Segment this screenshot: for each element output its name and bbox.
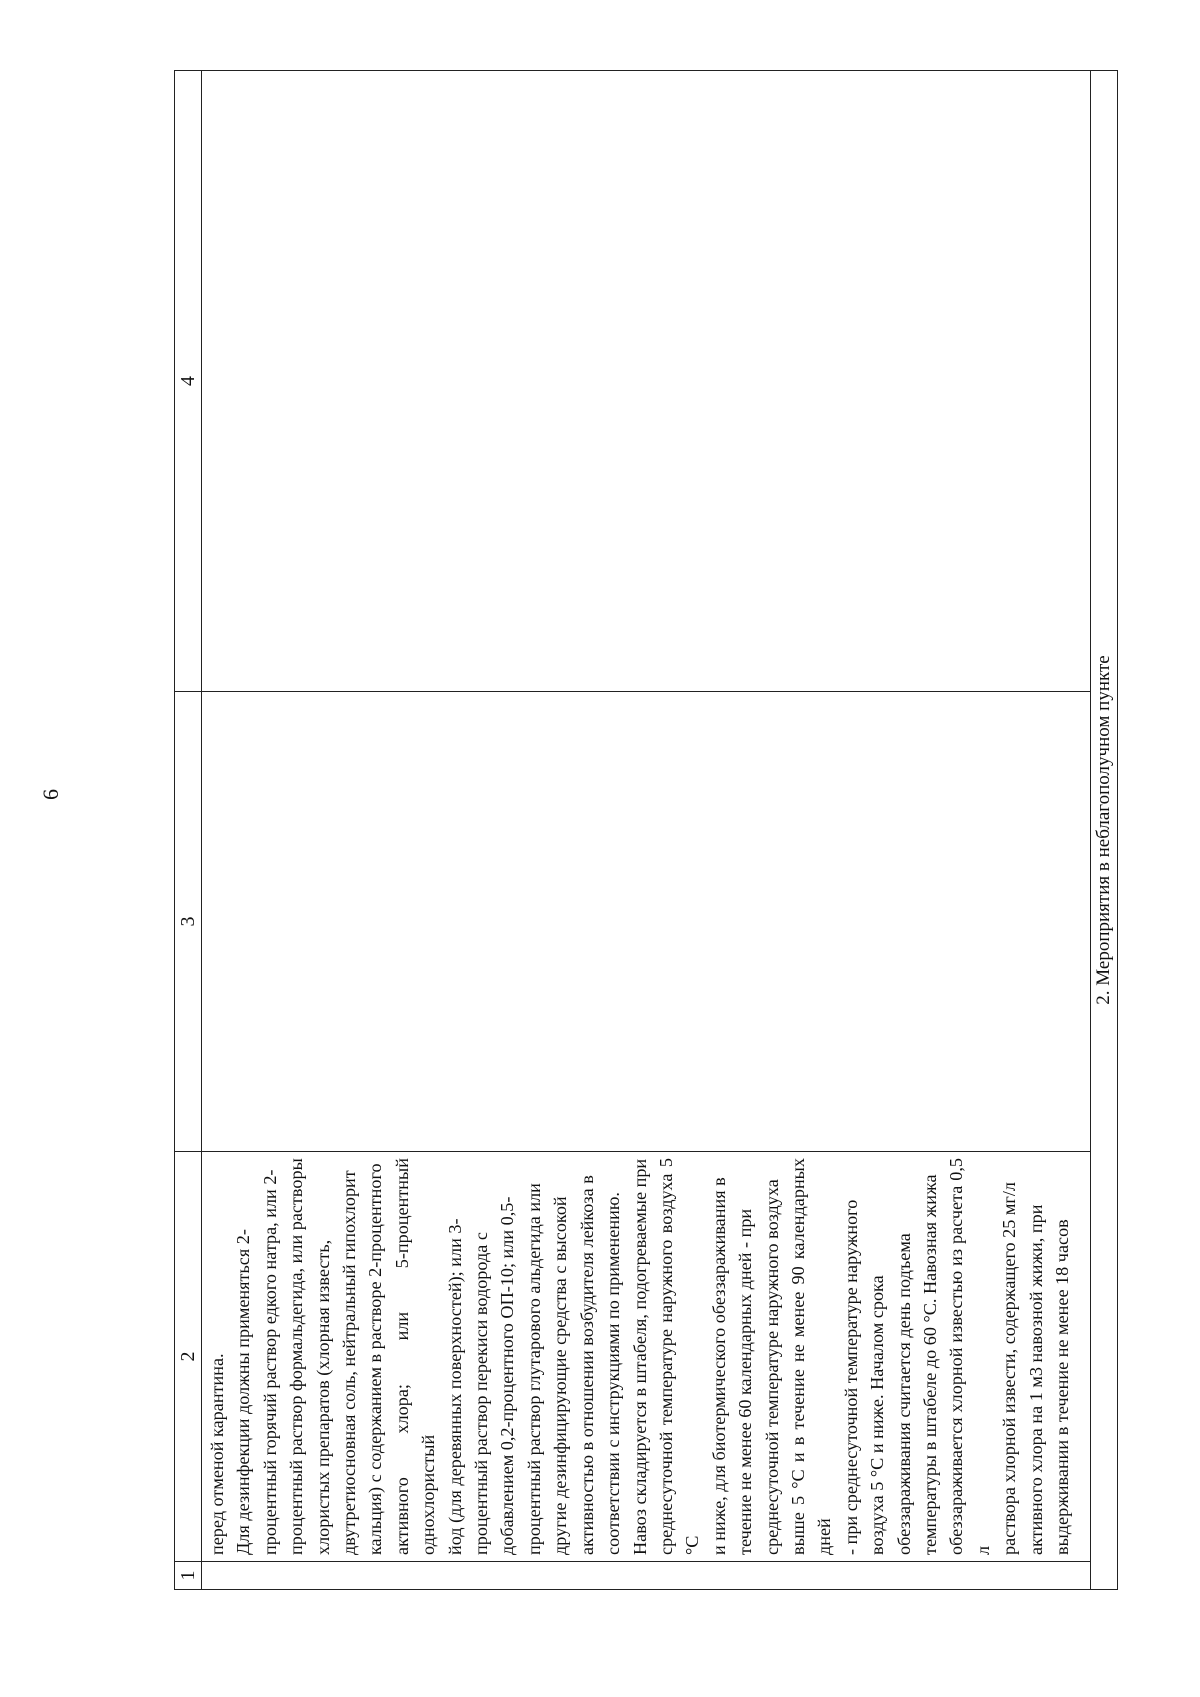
table-row: [202, 71, 1091, 1590]
text-line: процентный горячий раствор едкого натра, или 2-: [259, 1169, 280, 1555]
section-row: [1091, 71, 1118, 1590]
table-header-row: [175, 71, 202, 1590]
text-line: процентный раствор перекиси водорода с: [471, 1232, 492, 1555]
text-line: Навоз складируется в штабеля, подогреваемые при: [629, 1158, 650, 1555]
page-number: 6: [38, 789, 63, 800]
column-header-1: 1: [175, 1562, 202, 1590]
text-line: процентный раствор формальдегида, или растворы: [286, 1158, 307, 1555]
text-line: среднесуточной температуре наружного воздуха 5 °С: [655, 1158, 703, 1555]
cell-col4: [202, 71, 1091, 692]
text-line: кальция) с содержанием в растворе 2-процентного: [365, 1163, 386, 1555]
text-line: активностью в отношении возбудителя лейкоза в: [576, 1175, 597, 1555]
text-line: обеззараживается хлорной известью из расчета 0,5 л: [946, 1158, 993, 1555]
cell-col3: [202, 692, 1091, 1152]
document-table-rotated: [174, 70, 1118, 1590]
text-line: хлористых препаратов (хлорная известь,: [312, 1239, 333, 1555]
text-line: - при среднесуточной температуре наружного: [840, 1199, 861, 1555]
text-line: и ниже, для биотермического обеззараживания в: [708, 1177, 729, 1555]
column-header-3: 3: [175, 692, 202, 1152]
text-line: среднесуточной температуре наружного воздуха: [761, 1179, 782, 1555]
text-line: выше 5 °С и в течение не менее 90 календарных дней: [787, 1158, 835, 1555]
text-line: йод (для деревянных поверхностей); или 3-: [444, 1218, 465, 1555]
cell-col2: [202, 1152, 1091, 1562]
text-line: двутретиосновная соль, нейтральный гипохлорит: [339, 1170, 360, 1555]
text-line: течение не менее 60 календарных дней - при: [735, 1208, 756, 1555]
text-line: раствора хлорной извести, содержащего 25 мг/л: [999, 1182, 1020, 1555]
text-line: добавлением 0,2-процентного ОП-10; или 0,5-: [497, 1196, 518, 1555]
column-header-4: 4: [175, 71, 202, 692]
cell-col1: [202, 1562, 1091, 1590]
text-line: воздуха 5 °С и ниже. Началом срока: [867, 1275, 888, 1555]
text-line: активного хлора на 1 м3 навозной жижи, при: [1025, 1204, 1046, 1555]
section-title: 2. Мероприятия в неблагополучном пункте: [1091, 71, 1118, 1590]
measures-description: [202, 1152, 1075, 1561]
text-line: выдерживании в течение не менее 18 часов: [1052, 1219, 1072, 1555]
text-line: температуры в штабеле до 60 °С. Навозная жижа: [919, 1174, 940, 1555]
text-line: Для дезинфекции должны применяться 2-: [233, 1229, 254, 1555]
measures-table: [174, 70, 1118, 1590]
text-line: активного хлора; или 5-процентный однохлористый: [391, 1158, 439, 1555]
text-line: соответствии с инструкциями по применению.: [603, 1192, 624, 1555]
text-line: процентный раствор глутарового альдегида или: [523, 1183, 544, 1555]
text-line: обеззараживания считается день подъема: [893, 1233, 914, 1555]
text-line: перед отменой карантина.: [207, 1353, 227, 1555]
column-header-2: 2: [175, 1152, 202, 1562]
text-line: другие дезинфицирующие средства с высокой: [550, 1196, 571, 1555]
